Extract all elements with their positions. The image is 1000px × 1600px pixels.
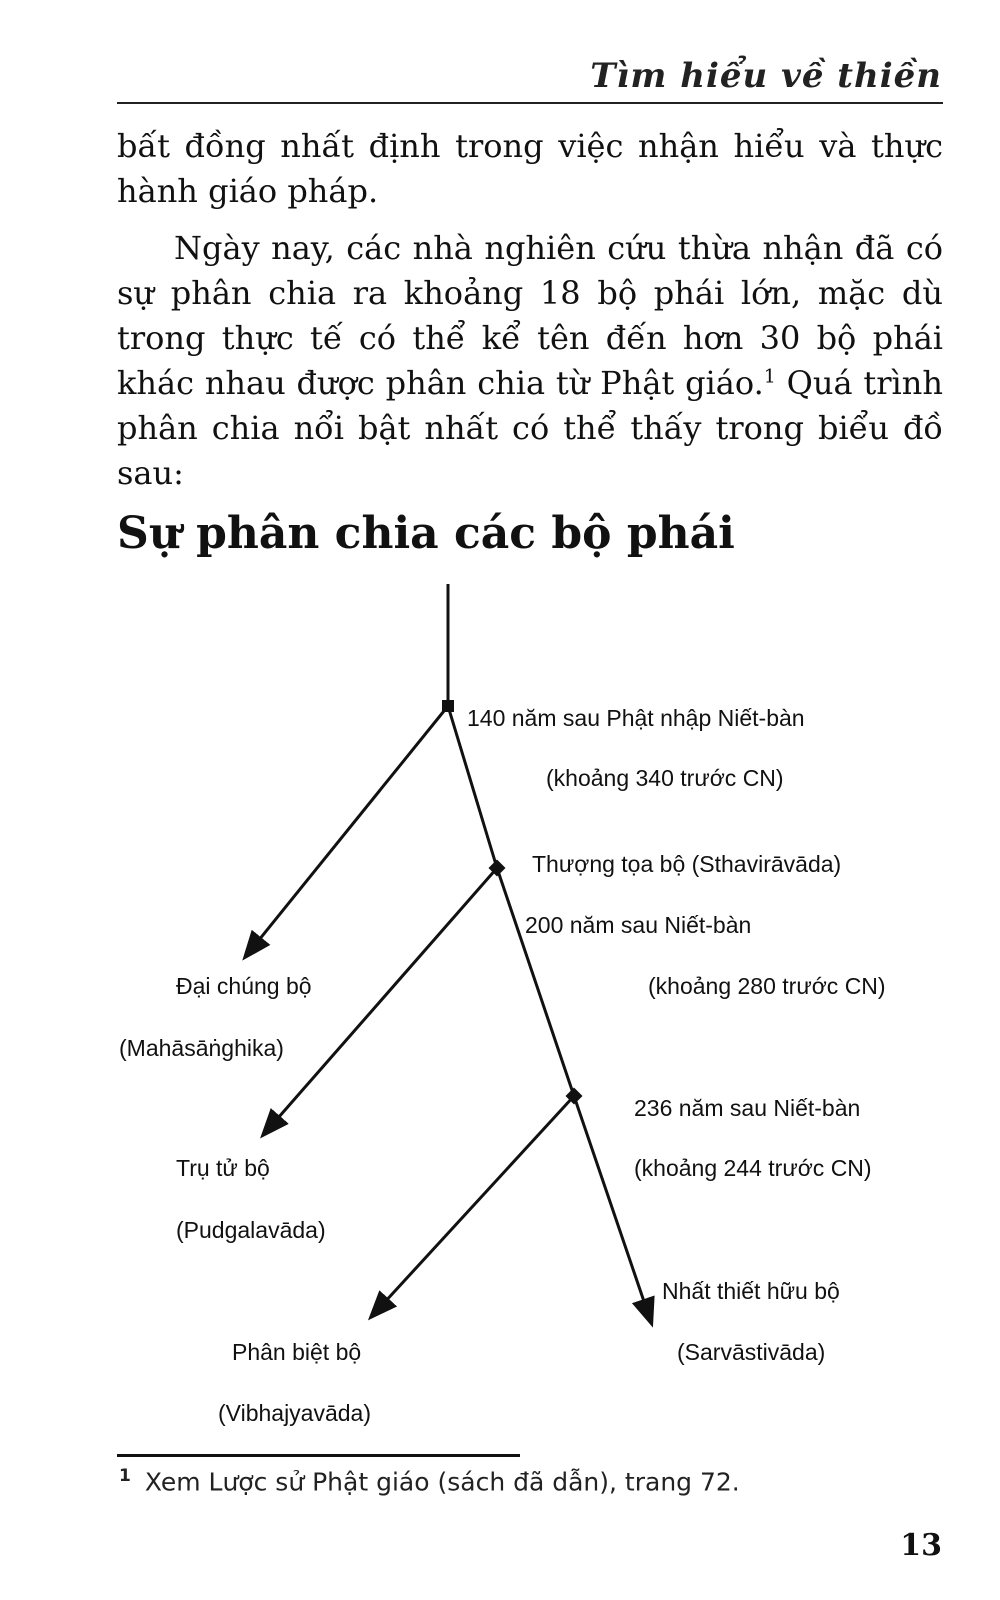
- pudgalavada-pali: (Pudgalavāda): [176, 1217, 326, 1243]
- sarvastivada-label: Nhất thiết hữu bộ: [662, 1278, 840, 1304]
- arrow-to-vibhajyavada: [372, 1096, 574, 1316]
- sarvastivada-pali: (Sarvāstivāda): [677, 1339, 826, 1365]
- arrow-to-mahasanghika: [246, 706, 448, 956]
- pudgalavada-label: Trụ tử bộ: [176, 1155, 270, 1181]
- vibhajyavada-pali: (Vibhajyavāda): [218, 1400, 372, 1426]
- diagram-title: Sự phân chia các bộ phái: [117, 508, 735, 559]
- footnote-mark: 1: [119, 1466, 131, 1486]
- paragraph-1: bất đồng nhất định trong việc nhận hiểu và thực hành giáo pháp.: [117, 127, 943, 210]
- split3-date: 236 năm sau Niết-bàn: [634, 1095, 861, 1121]
- page-number: 13: [900, 1528, 942, 1563]
- arrow-to-sarvastivada: [574, 1096, 651, 1322]
- footnote-text: Xem Lược sử Phật giáo (sách đã dẫn), trang 72.: [144, 1467, 740, 1497]
- mahasanghika-label: Đại chúng bộ: [176, 973, 312, 999]
- paragraph-2-text-end: Quá trình phân chia nổi bật nhất có thể thấy trong biểu đồ sau:: [117, 364, 944, 492]
- footnote: [119, 1466, 740, 1496]
- split1-date: 140 năm sau Phật nhập Niết-bàn: [467, 705, 805, 731]
- sthaviravada-label: Thượng tọa bộ (Sthavirāvāda): [532, 851, 842, 877]
- split1-era: (khoảng 340 trước CN): [546, 765, 784, 791]
- paragraph-2-text: Ngày nay, các nhà nghiên cứu thừa nhận đã có sự phân chia ra khoảng 18 bộ phái lớn, mặc dù trong thực tế có thể kể tên đến hơn 30 bộ phái khác nhau được phân chia từ Phật giáo.: [117, 229, 943, 402]
- mahasanghika-pali: (Mahāsāṅghika): [119, 1035, 284, 1061]
- split2-era: (khoảng 280 trước CN): [648, 973, 886, 999]
- arrow-to-pudgalavada: [264, 868, 497, 1134]
- vibhajyavada-label: Phân biệt bộ: [232, 1339, 362, 1365]
- sthaviravada-lower-line: [497, 868, 574, 1096]
- footnote-reference[interactable]: 1: [763, 365, 776, 388]
- footnote-rule: [117, 1454, 520, 1457]
- running-title: Tìm hiểu về thiền: [590, 56, 942, 96]
- split3-era: (khoảng 244 trước CN): [634, 1155, 872, 1181]
- split-node-1: [442, 700, 454, 712]
- split2-date: 200 năm sau Niết-bàn: [525, 912, 752, 938]
